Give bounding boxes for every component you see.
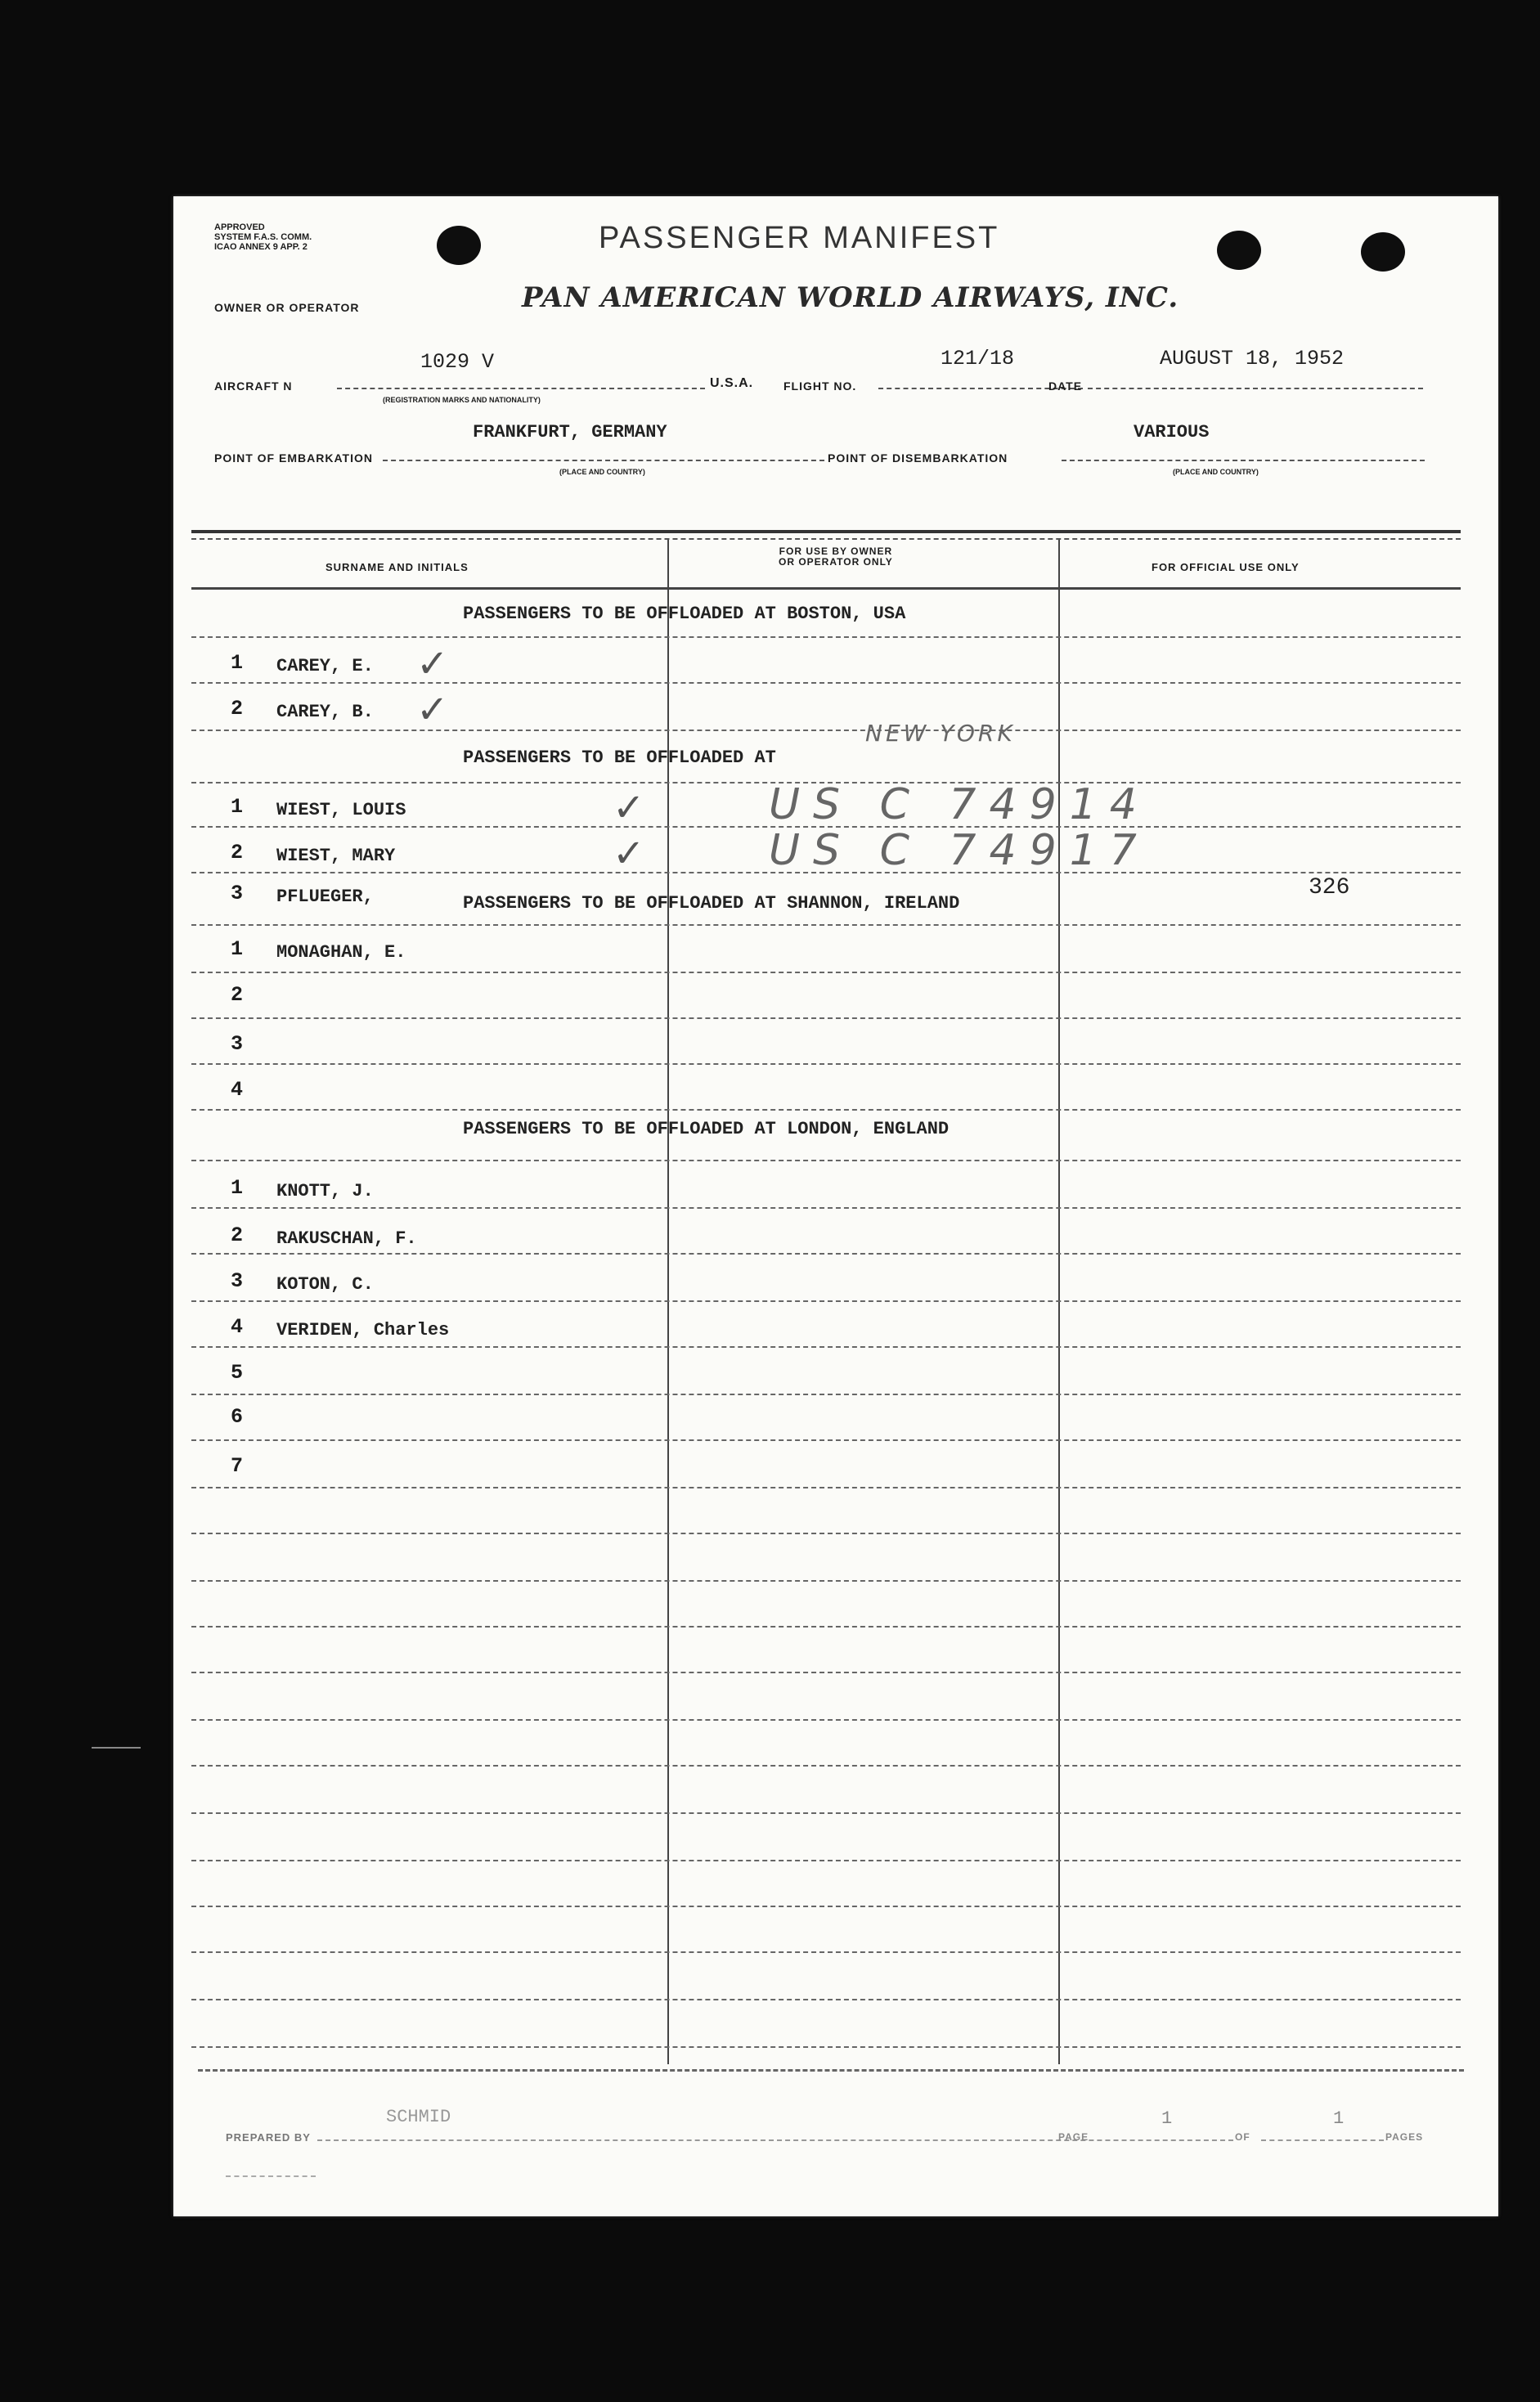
operator-label: OWNER OR OPERATOR (214, 301, 360, 314)
punch-hole-center (1217, 231, 1261, 270)
usa-label: U.S.A. (710, 376, 754, 390)
row-number: 5 (231, 1361, 244, 1385)
row-divider (191, 1812, 1461, 1814)
embark-place-caption: (PLACE AND COUNTRY) (559, 468, 645, 476)
embark-value: FRANKFURT, GERMANY (473, 422, 667, 442)
row-divider (191, 1207, 1461, 1209)
row-divider (191, 972, 1461, 973)
row-divider (191, 636, 1461, 638)
date-label: DATE (1048, 379, 1083, 393)
section-label: PASSENGERS TO BE OFFLOADED AT LONDON, ENGLAND (463, 1119, 950, 1139)
row-divider (191, 1951, 1461, 1953)
passenger-name: CAREY, B. (276, 702, 374, 722)
punch-hole-right (1361, 232, 1405, 272)
row-divider (191, 730, 1461, 731)
date-value: AUGUST 18, 1952 (1160, 347, 1345, 370)
disembark-value: VARIOUS (1134, 422, 1210, 442)
registration-caption: (REGISTRATION MARKS AND NATIONALITY) (383, 396, 541, 404)
row-divider (191, 1580, 1461, 1582)
page-value: 1 (1161, 2108, 1173, 2129)
approval-text: APPROVED SYSTEM F.A.S. COMM. ICAO ANNEX 9 APP. 2 (214, 222, 312, 252)
row-number: 1 (231, 937, 244, 961)
checkmark-icon: ✓ (419, 641, 446, 691)
prepared-value: SCHMID (386, 2107, 451, 2127)
row-divider (191, 1300, 1461, 1302)
row-divider (191, 1860, 1461, 1861)
passenger-name: CAREY, E. (276, 656, 374, 676)
row-divider (191, 1160, 1461, 1161)
row-divider (191, 1626, 1461, 1628)
aircraft-value: 1029 V (420, 350, 495, 374)
section-label: PASSENGERS TO BE OFFLOADED AT (463, 748, 776, 768)
passenger-name: WIEST, MARY (276, 846, 396, 866)
passenger-name: MONAGHAN, E. (276, 942, 406, 963)
checkmark-icon: ✓ (615, 785, 642, 835)
page-label: PAGE (1058, 2131, 1089, 2143)
row-number: 4 (231, 1078, 244, 1102)
col2-header: FOR USE BY OWNER OR OPERATOR ONLY (779, 546, 893, 568)
row-divider (191, 1999, 1461, 2000)
row-number: 3 (231, 1269, 244, 1293)
section-label: PASSENGERS TO BE OFFLOADED AT SHANNON, IRELAND (463, 893, 960, 914)
row-number: 1 (231, 795, 244, 819)
section-label: PASSENGERS TO BE OFFLOADED AT BOSTON, USA (463, 604, 906, 624)
aircraft-label: AIRCRAFT N (214, 379, 293, 393)
of-label: OF (1235, 2131, 1250, 2143)
edge-mark (92, 1747, 141, 1749)
disembark-label: POINT OF DISEMBARKATION (828, 451, 1008, 465)
row-number: 2 (231, 1223, 244, 1247)
row-divider (191, 1906, 1461, 1907)
operator-name: PAN AMERICAN WORLD AIRWAYS, INC. (522, 281, 1179, 314)
row-divider (191, 1109, 1461, 1111)
row-number: 2 (231, 697, 244, 721)
col1-header: SURNAME AND INITIALS (326, 561, 469, 573)
col3-header: FOR OFFICIAL USE ONLY (1152, 561, 1300, 573)
row-divider (191, 1765, 1461, 1767)
row-number: 1 (231, 1176, 244, 1200)
checkmark-icon: ✓ (615, 831, 642, 881)
row-divider (191, 1253, 1461, 1255)
passenger-name: WIEST, LOUIS (276, 800, 406, 820)
row-divider (191, 1394, 1461, 1395)
row-number: 2 (231, 983, 244, 1007)
manifest-sheet (173, 196, 1498, 2216)
row-divider (191, 1346, 1461, 1348)
row-number: 7 (231, 1454, 244, 1478)
row-number: 1 (231, 651, 244, 675)
row-divider (191, 1672, 1461, 1673)
flight-value: 121/18 (941, 347, 1015, 370)
punch-hole-left (437, 226, 481, 265)
page-title: PASSENGER MANIFEST (599, 221, 1000, 255)
row-divider (191, 924, 1461, 926)
disembark-place-caption: (PLACE AND COUNTRY) (1173, 468, 1259, 476)
flight-label: FLIGHT NO. (783, 379, 857, 393)
passenger-name: KOTON, C. (276, 1274, 374, 1295)
prepared-label: PREPARED BY (226, 2131, 311, 2144)
row-divider (191, 1017, 1461, 1019)
row-divider (191, 1487, 1461, 1488)
checkmark-icon: ✓ (419, 687, 446, 737)
passenger-name: VERIDEN, Charles (276, 1320, 450, 1340)
of-value: 1 (1333, 2108, 1345, 2129)
official-value: 326 (1309, 875, 1350, 900)
row-divider (191, 1439, 1461, 1441)
passenger-name: PFLUEGER, (276, 887, 374, 907)
row-divider (191, 2046, 1461, 2048)
row-divider (191, 1063, 1461, 1065)
row-number: 6 (231, 1405, 244, 1429)
passenger-name: RAKUSCHAN, F. (276, 1228, 417, 1249)
handwritten-note: US C 74914 (769, 780, 1150, 829)
row-divider (191, 1719, 1461, 1721)
handwritten-destination: NEW YORK (865, 720, 1016, 747)
embark-label: POINT OF EMBARKATION (214, 451, 373, 465)
row-number: 3 (231, 882, 244, 905)
pages-label: PAGES (1385, 2131, 1424, 2143)
row-number: 4 (231, 1315, 244, 1339)
row-number: 2 (231, 841, 244, 864)
row-divider (191, 1533, 1461, 1534)
passenger-name: KNOTT, J. (276, 1181, 374, 1201)
handwritten-note: US C 74917 (769, 826, 1150, 875)
row-divider (191, 682, 1461, 684)
row-number: 3 (231, 1032, 244, 1056)
